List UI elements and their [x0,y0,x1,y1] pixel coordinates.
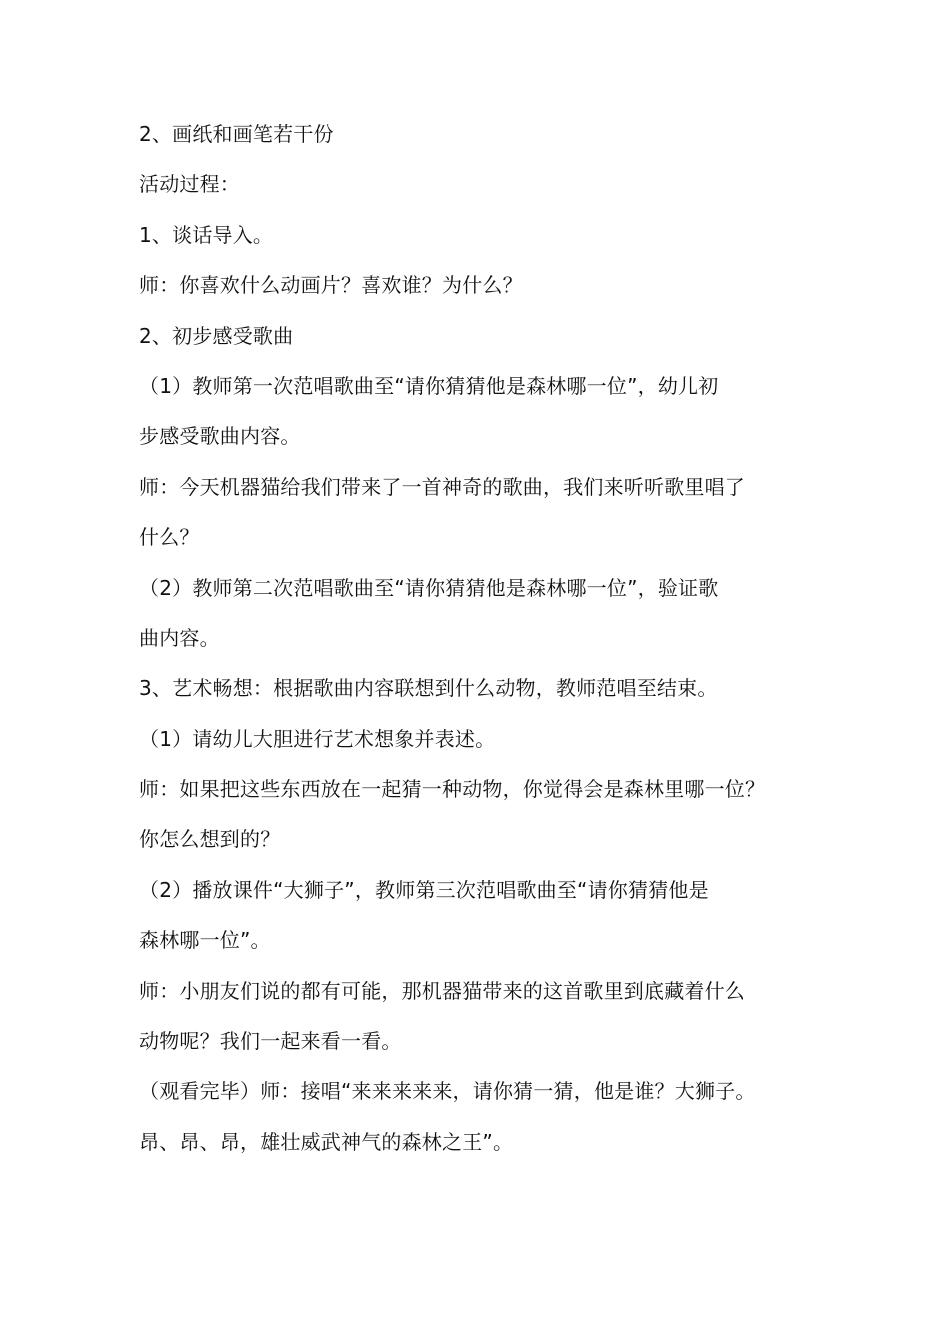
paragraph-line: 步感受歌曲内容。 [139,424,301,449]
paragraph-line: 昂、昂、昂，雄壮威武神气的森林之王”。 [139,1129,514,1154]
paragraph-line: 曲内容。 [139,625,220,650]
step-heading: 2、初步感受歌曲 [139,323,294,348]
teacher-line: 师：小朋友们说的都有可能，那机器猫带来的这首歌里到底藏着什么 [139,978,745,1003]
paragraph-line: （2）播放课件“大狮子”，教师第三次范唱歌曲至“请你猜猜他是 [139,877,709,902]
section-heading: 活动过程： [139,172,240,197]
paragraph-line: 你怎么想到的？ [139,827,281,852]
paragraph-line: （1）教师第一次范唱歌曲至“请你猜猜他是森林哪一位”，幼儿初 [139,373,719,398]
paragraph-line: （观看完毕）师：接唱“来来来来来，请你猜一猜，他是谁？大狮子。 [139,1079,756,1104]
document-body [139,122,839,1180]
materials-item: 2、画纸和画笔若干份 [139,122,334,146]
teacher-line: 师：如果把这些东西放在一起猜一种动物，你觉得会是森林里哪一位？ [139,777,766,802]
paragraph-line: 什么？ [139,525,200,550]
step-heading: 3、艺术畅想：根据歌曲内容联想到什么动物，教师范唱至结束。 [139,676,718,701]
paragraph-line: （2）教师第二次范唱歌曲至“请你猜猜他是森林哪一位”，验证歌 [139,575,719,600]
paragraph-line: （1）请幼儿大胆进行艺术想象并表述。 [139,726,496,751]
teacher-line: 师：你喜欢什么动画片？喜欢谁？为什么？ [139,273,523,298]
paragraph-line: 动物呢？我们一起来看一看。 [139,1029,402,1054]
step-heading: 1、谈话导入。 [139,222,274,247]
paragraph-line: 森林哪一位”。 [139,928,271,953]
teacher-line: 师：今天机器猫给我们带来了一首神奇的歌曲，我们来听听歌里唱了 [139,474,745,499]
